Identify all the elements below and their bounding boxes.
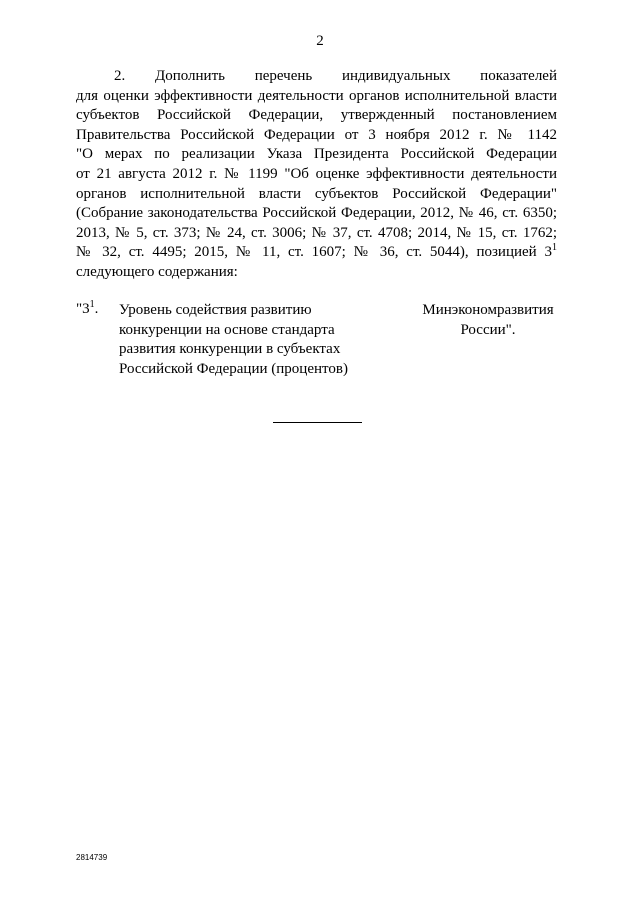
end-divider bbox=[273, 422, 362, 423]
position-superscript: 1 bbox=[552, 242, 557, 254]
paragraph-line-text: № 32, ст. 4495; 2015, № 11, ст. 1607; № 36, ст. 5044), позицией 3 bbox=[76, 244, 552, 261]
item-text-line: Российской Федерации (процентов) bbox=[119, 360, 348, 377]
item-text-line: конкуренции на основе стандарта bbox=[119, 321, 335, 338]
paragraph-line: органов исполнительной власти субъектов Российской Федерации" bbox=[76, 185, 557, 202]
item-text-line: Уровень содействия развитию bbox=[119, 302, 312, 318]
paragraph-line: для оценки эффективности деятельности органов исполнительной власти bbox=[76, 87, 557, 104]
paragraph-line: "О мерах по реализации Указа Президента Российской Федерации bbox=[76, 146, 557, 163]
paragraph-line: 2. Дополнить перечень индивидуальных показателей bbox=[114, 68, 557, 84]
item-number bbox=[76, 301, 98, 318]
paragraph-line: от 21 августа 2012 г. № 1199 "Об оценке эффективности деятельности bbox=[76, 165, 557, 182]
paragraph-line: (Собрание законодательства Российской Федерации, 2012, № 46, ст. 6350; bbox=[76, 205, 557, 222]
ministry-line: России". bbox=[460, 321, 516, 338]
item-text-line: развития конкуренции в субъектах bbox=[119, 341, 341, 358]
item-number-prefix: "3 bbox=[76, 301, 90, 317]
item-number-superscript: 1 bbox=[89, 299, 95, 310]
amendment-paragraph bbox=[76, 67, 557, 283]
page-number: 2 bbox=[316, 33, 324, 49]
item-number-suffix: . bbox=[94, 301, 99, 317]
paragraph-line: Правительства Российской Федерации от 3 ноября 2012 г. № 1142 bbox=[76, 126, 557, 143]
ministry-line: Минэкономразвития bbox=[422, 302, 554, 318]
paragraph-line-with-sup bbox=[76, 243, 557, 263]
paragraph-line: субъектов Российской Федерации, утвержденный постановлением bbox=[76, 107, 557, 124]
item-responsible-ministry bbox=[398, 301, 578, 340]
item-indicator-text bbox=[119, 301, 379, 379]
paragraph-last-line: следующего содержания: bbox=[76, 263, 238, 280]
document-code: 2814739 bbox=[76, 853, 108, 862]
paragraph-line: 2013, № 5, ст. 373; № 24, ст. 3006; № 37, ст. 4708; 2014, № 15, ст. 1762; bbox=[76, 224, 557, 241]
